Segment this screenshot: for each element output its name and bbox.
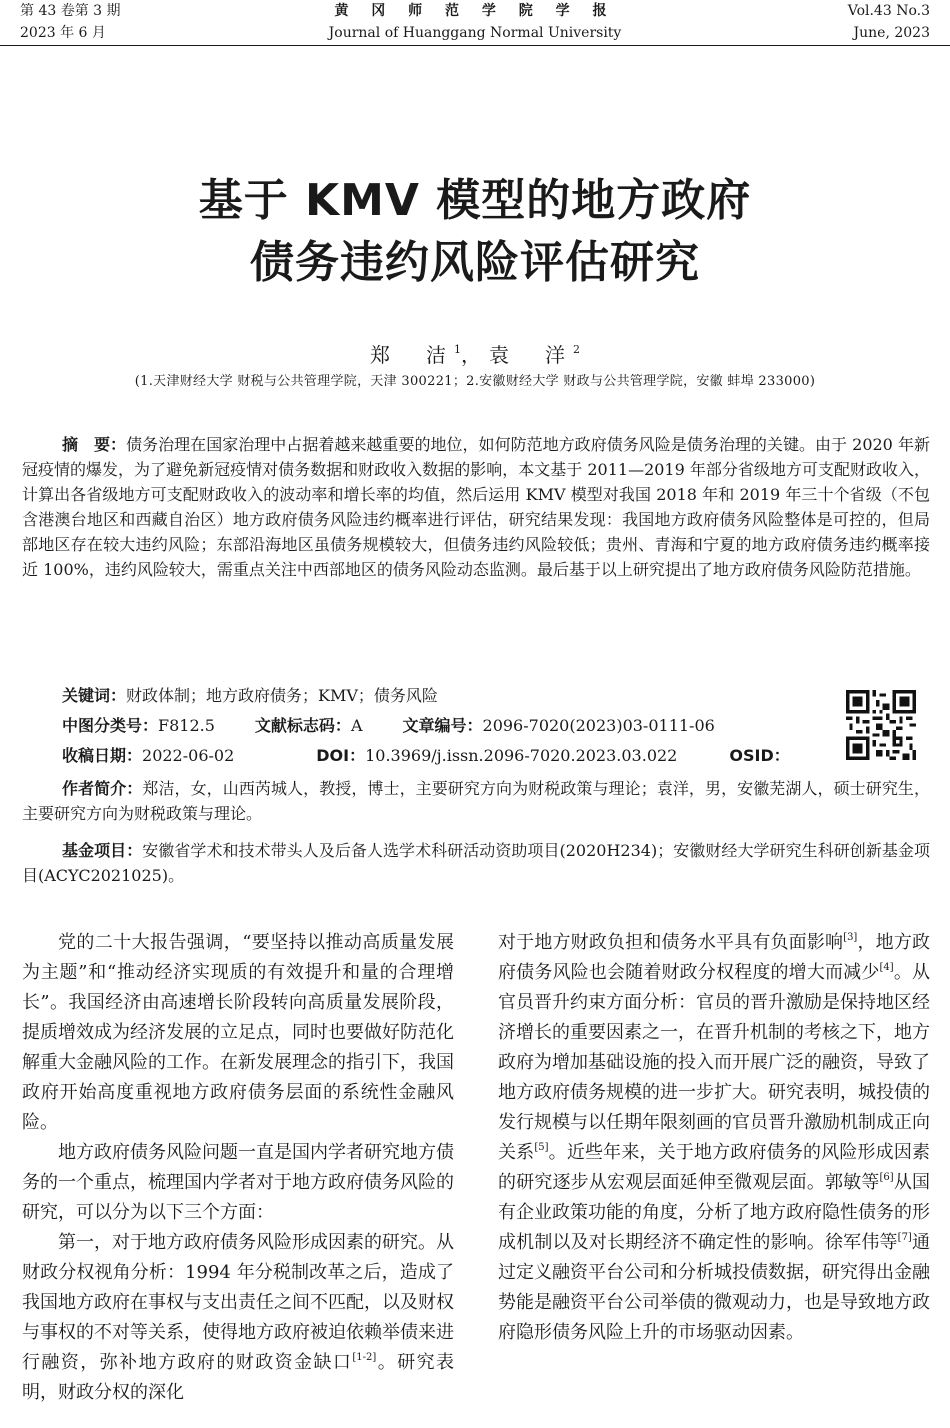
body-column-left	[22, 928, 454, 1408]
author-affil-marker: 1	[454, 343, 461, 356]
received-label: 收稿日期：	[62, 746, 143, 765]
funding-label: 基金项目：	[62, 841, 143, 860]
citation-ref[interactable]: [3]	[843, 932, 858, 943]
journal-header	[0, 0, 950, 46]
article-number-value: 2096-7020(2023)03-0111-06	[482, 716, 715, 735]
received-line	[62, 743, 842, 768]
clc-value: F812.5	[158, 716, 215, 735]
bio-label: 作者简介：	[62, 779, 143, 798]
volume-issue: 第 43 卷第 3 期	[20, 3, 121, 19]
received-date: 2022-06-02	[142, 746, 235, 765]
body-text: 第一，对于地方政府债务风险形成因素的研究。从财政分权视角分析：1994 年分税制改革之后，造成了我国地方政府在事权与支出责任之间不匹配，以及财权与事权的不对等关系，使得地方政府被迫依赖举债来进行融资，弥补地方政府的财政资金缺口	[22, 1232, 454, 1373]
body-text: 。研究表明，财政分权的深化	[22, 1352, 455, 1403]
osid-qr-code-icon[interactable]	[846, 690, 916, 760]
author-name: 袁 洋	[489, 343, 573, 367]
volume-issue-en: Vol.43 No.3	[847, 3, 930, 19]
body-text: 从国有企业政策功能的角度，分析了地方政府隐性债务的形成机制以及对长期经济不确定性的影响。徐军伟等	[498, 1172, 931, 1253]
journal-name-cn: 黄 冈 师 范 学 院 学 报	[334, 3, 616, 19]
bio-text: 郑洁，女，山西芮城人，教授，博士，主要研究方向为财税政策与理论；袁洋，男，安徽芜湖人，硕士研究生，主要研究方向为财税政策与理论。	[22, 779, 930, 823]
article-number-label: 文章编号：	[402, 716, 483, 735]
keywords-label: 关键词：	[62, 686, 127, 705]
journal-name-en: Journal of Huanggang Normal University	[328, 25, 622, 41]
doc-code-value: A	[350, 716, 363, 735]
citation-ref[interactable]: [1-2]	[352, 1352, 377, 1363]
osid-label: OSID：	[729, 746, 790, 765]
author-bio	[22, 776, 930, 826]
journal-name	[0, 0, 950, 44]
body-text: ，地方政府债务风险也会随着财政分权程度的增大而减少	[498, 932, 931, 983]
body-column-right	[498, 928, 930, 1348]
title-line-2: 债务违约风险评估研究	[250, 237, 700, 288]
body-paragraph	[22, 1228, 454, 1408]
body-text: 。从官员晋升约束方面分析：官员的晋升激励是保持地区经济增长的重要因素之一，在晋升机制的考核之下，地方政府为增加基础设施的投入而开展广泛的融资，导致了地方政府债务规模的进一步扩大。研究表明，城投债的发行规模与以任期年限刻画的官员晋升激励机制成正向关系	[498, 962, 931, 1163]
body-text: 对于地方财政负担和债务水平具有负面影响	[498, 932, 844, 953]
author-affil-marker: 2	[573, 343, 580, 356]
affiliations: (1.天津财经大学 财税与公共管理学院，天津 300221；2.安徽财经大学 财政与公共管理学院，安徽 蚌埠 233000)	[134, 374, 816, 389]
doi-value[interactable]: 10.3969/j.issn.2096-7020.2023.03.022	[365, 746, 678, 765]
issue-date: 2023 年 6 月	[20, 25, 106, 41]
body-paragraph: 地方政府债务风险问题一直是国内学者研究地方债务的一个重点，梳理国内学者对于地方政府债务风险的研究，可以分为以下三个方面：	[22, 1142, 454, 1223]
citation-ref[interactable]: [7]	[897, 1232, 912, 1243]
author-list	[0, 337, 950, 368]
doi-label: DOI：	[316, 746, 366, 765]
abstract-label: 摘 要：	[62, 435, 127, 454]
body-paragraph: 党的二十大报告强调，“要坚持以推动高质量发展为主题”和“推动经济实现质的有效提升和量的合理增长”。我国经济由高速增长阶段转向高质量发展阶段，提质增效成为经济发展的立足点，同时也要做好防范化解重大金融风险的工作。在新发展理念的指引下，我国政府开始高度重视地方政府债务层面的系统性金融风险。	[22, 932, 454, 1133]
keywords-text: 财政体制；地方政府债务；KMV；债务风险	[126, 686, 438, 705]
funding-text: 安徽省学术和技术带头人及后备人选学术科研活动资助项目(2020H234)；安徽财经大学研究生科研创新基金项目(ACYC2021025)。	[22, 841, 930, 885]
funding	[22, 838, 930, 888]
abstract	[22, 432, 930, 582]
citation-ref[interactable]: [4]	[879, 962, 894, 973]
abstract-text: 债务治理在国家治理中占据着越来越重要的地位，如何防范地方政府债务风险是债务治理的关键。由于 2020 年新冠疫情的爆发，为了避免新冠疫情对债务数据和财政收入数据的影响，本文基于 2011—2019 年部分省级地方可支配财政收入，计算出各省级地方可支配财政收入的波动率和增长率的均值，然后运用 KMV 模型对我国 2018 年和 2019 年三十个省级（不包含港澳台地区和西藏自治区）地方政府债务风险违约概率进行评估，研究结果发现：我国地方政府债务风险整体是可控的，但局部地区存在较大违约风险；东部沿海地区虽债务规模较大，但债务违约风险较低；贵州、青海和宁夏的地方政府债务违约概率接近 100%，违约风险较大，需重点关注中西部地区的债务风险动态监测。最后基于以上研究提出了地方政府债务风险防范措施。	[22, 435, 930, 579]
title-line-1: 基于 KMV 模型的地方政府	[198, 175, 752, 226]
doc-code-label: 文献标志码：	[254, 716, 351, 735]
keywords	[62, 683, 930, 708]
classification-line	[62, 713, 842, 738]
citation-ref[interactable]: [6]	[879, 1172, 894, 1183]
body-text: 。近些年来，关于地方政府债务的风险形成因素的研究逐步从宏观层面延伸至微观层面。郭敏等	[498, 1142, 931, 1193]
author-separator: ，	[461, 343, 489, 367]
issue-date-en: June, 2023	[853, 25, 930, 41]
author-name: 郑 洁	[370, 343, 454, 367]
body-paragraph	[498, 928, 930, 1348]
body-text: 通过定义融资平台公司和分析城投债数据，研究得出金融势能是融资平台公司举债的微观动力，也是导致地方政府隐形债务风险上升的市场驱动因素。	[498, 1232, 931, 1343]
citation-ref[interactable]: [5]	[534, 1142, 549, 1153]
paper-title	[0, 170, 950, 294]
clc-label: 中图分类号：	[62, 716, 159, 735]
issue-info-en	[848, 0, 930, 44]
